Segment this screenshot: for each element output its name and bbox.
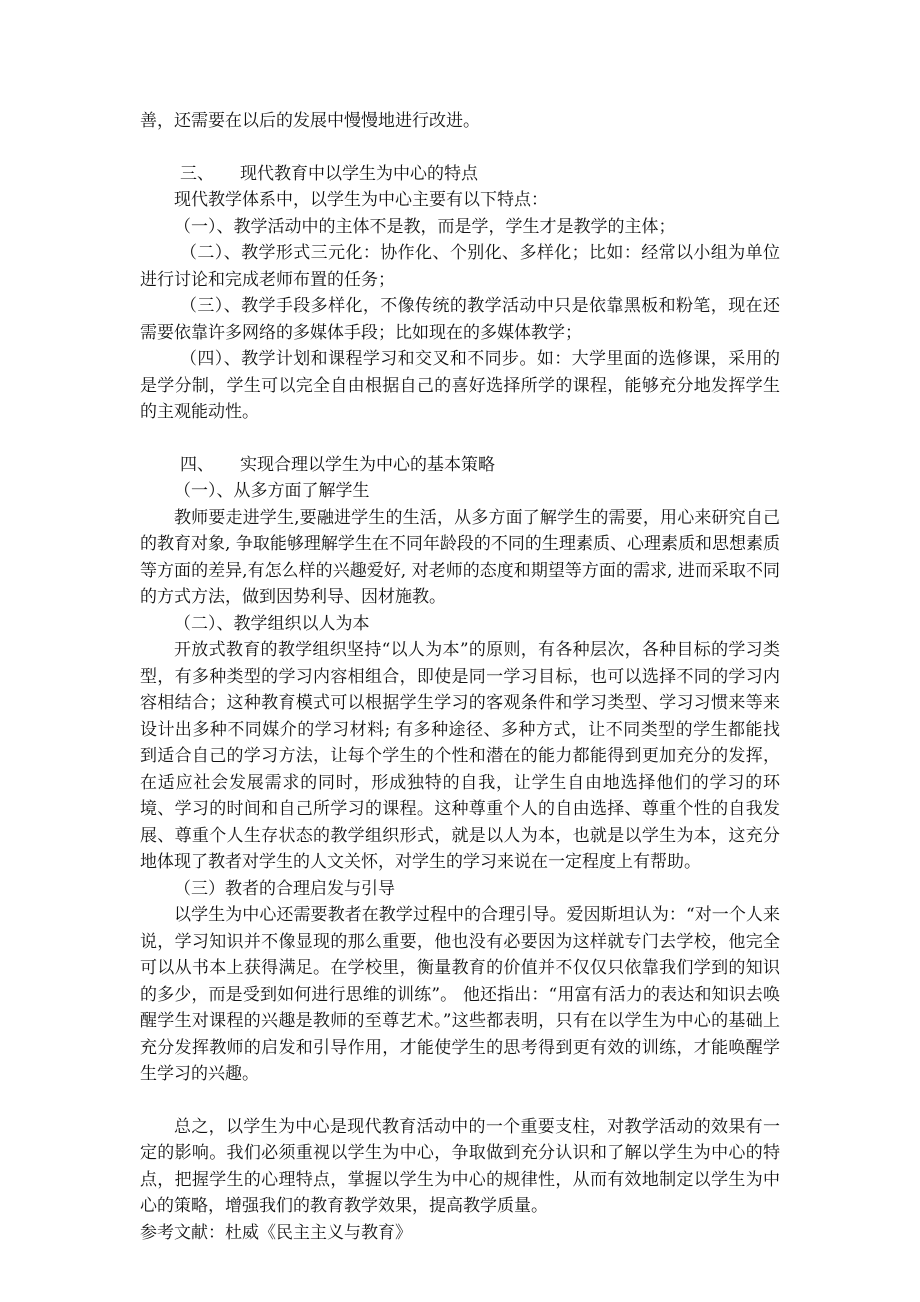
subsection-3-heading: （三）教者的合理启发与引导 (174, 878, 395, 899)
section-3-heading (140, 161, 780, 188)
section-3-item-1: （一）、教学活动中的主体不是教，而是学，学生才是教学的主体； (174, 216, 676, 237)
subsection-3-body: 以学生为中心还需要教者在教学过程中的合理引导。爱因斯坦认为：“对一个人来说，学习知识并不像显现的那么重要，他也没有必要因为这样就专门去学校，他完全可以从书本上获得满足。在学校里，衡量教育的价值并不仅仅只依靠我们学到的知识的多少，而是受到如何进行思维的训练”。 他还指出：“用富有活力的表达和知识去唤醒学生对课程的兴趣是教师的至尊艺术。”这些都表明，只有在以学生为中心的基础上充分发挥教师的启发和引导作用，才能使学生的思考得到更有效的训练，才能唤醒学生学习的兴趣。 (140, 905, 780, 1084)
section-3-item-4: （四）、教学计划和课程学习和交叉和不同步。如：大学里面的选修课，采用的是学分制，学生可以完全自由根据自己的喜好选择所学的课程，能够充分地发挥学生的主观能动性。 (140, 349, 780, 422)
section-3-item-3: （三）、教学手段多样化，不像传统的教学活动中只是依靠黑板和粉笔，现在还需要依靠许多网络的多媒体手段；比如现在的多媒体教学； (140, 296, 780, 343)
section-3-number: 三、 (180, 163, 214, 184)
subsection-1-heading: （一）、从多方面了解学生 (174, 481, 370, 501)
section-4-heading (140, 452, 780, 479)
references-line: 参考文献：杜威《民主主义与教育》 (140, 1222, 412, 1243)
subsection-2-heading: （二）、教学组织以人为本 (174, 613, 370, 634)
spacer (140, 135, 780, 161)
document-body (140, 108, 780, 1246)
section-4-number: 四、 (180, 454, 214, 475)
subsection-1-body: 教师要走进学生,要融进学生的生活，从多方面了解学生的需要，用心来研究自己的教育对象, 争取能够理解学生在不同年龄段的不同的生理素质、心理素质和思想素质等方面的差异,有怎么样的兴趣爱好, 对老师的态度和期望等方面的需求, 进而采取不同的方式方法，做到因势利导、因材施教。 (140, 507, 780, 607)
subsection-2-body: 开放式教育的教学组织坚持“以人为本”的原则，有各种层次，各种目标的学习类型，有多种类型的学习内容相组合，即使是同一学习目标，也可以选择不同的学习内容相结合；这种教育模式可以根据学生学习的客观条件和学习类型、学习习惯来等来设计出多种不同媒介的学习材料; 有多种途径、多种方式，让不同类型的学生都能找到适合自己的学习方法，让每个学生的个性和潜在的能力都能得到更加充分的发挥，在适应社会发展需求的同时，形成独特的自我，让学生自由地选择他们的学习的环境、学习的时间和自己所学习的课程。这种尊重个人的自由选择、尊重个性的自我发展、尊重个人生存状态的教学组织形式，就是以人为本，也就是以学生为本，这充分地体现了教者对学生的人文关怀，对学生的学习来说在一定程度上有帮助。 (140, 640, 780, 872)
spacer (140, 426, 780, 452)
spacer (140, 1088, 780, 1114)
section-4-title: 实现合理以学生为中心的基本策略 (240, 454, 495, 475)
section-3-item-2: （二）、教学形式三元化：协作化、个别化、多样化；比如：经常以小组为单位进行讨论和完成老师布置的任务； (140, 243, 780, 290)
section-3-intro: 现代教学体系中，以学生为中心主要有以下特点： (174, 190, 548, 210)
conclusion-paragraph: 总之，以学生为中心是现代教育活动中的一个重要支柱，对教学活动的效果有一定的影响。我们必须重视以学生为中心，争取做到充分认识和了解以学生为中心的特点，把握学生的心理特点，掌握以学生为中心的规律性，从而有效地制定以学生为中心的策略，增强我们的教育教学效果，提高教学质量。 (140, 1116, 780, 1216)
paragraph-continuation: 善，还需要在以后的发展中慢慢地进行改进。 (140, 111, 480, 131)
section-3-title: 现代教育中以学生为中心的特点 (240, 163, 478, 184)
